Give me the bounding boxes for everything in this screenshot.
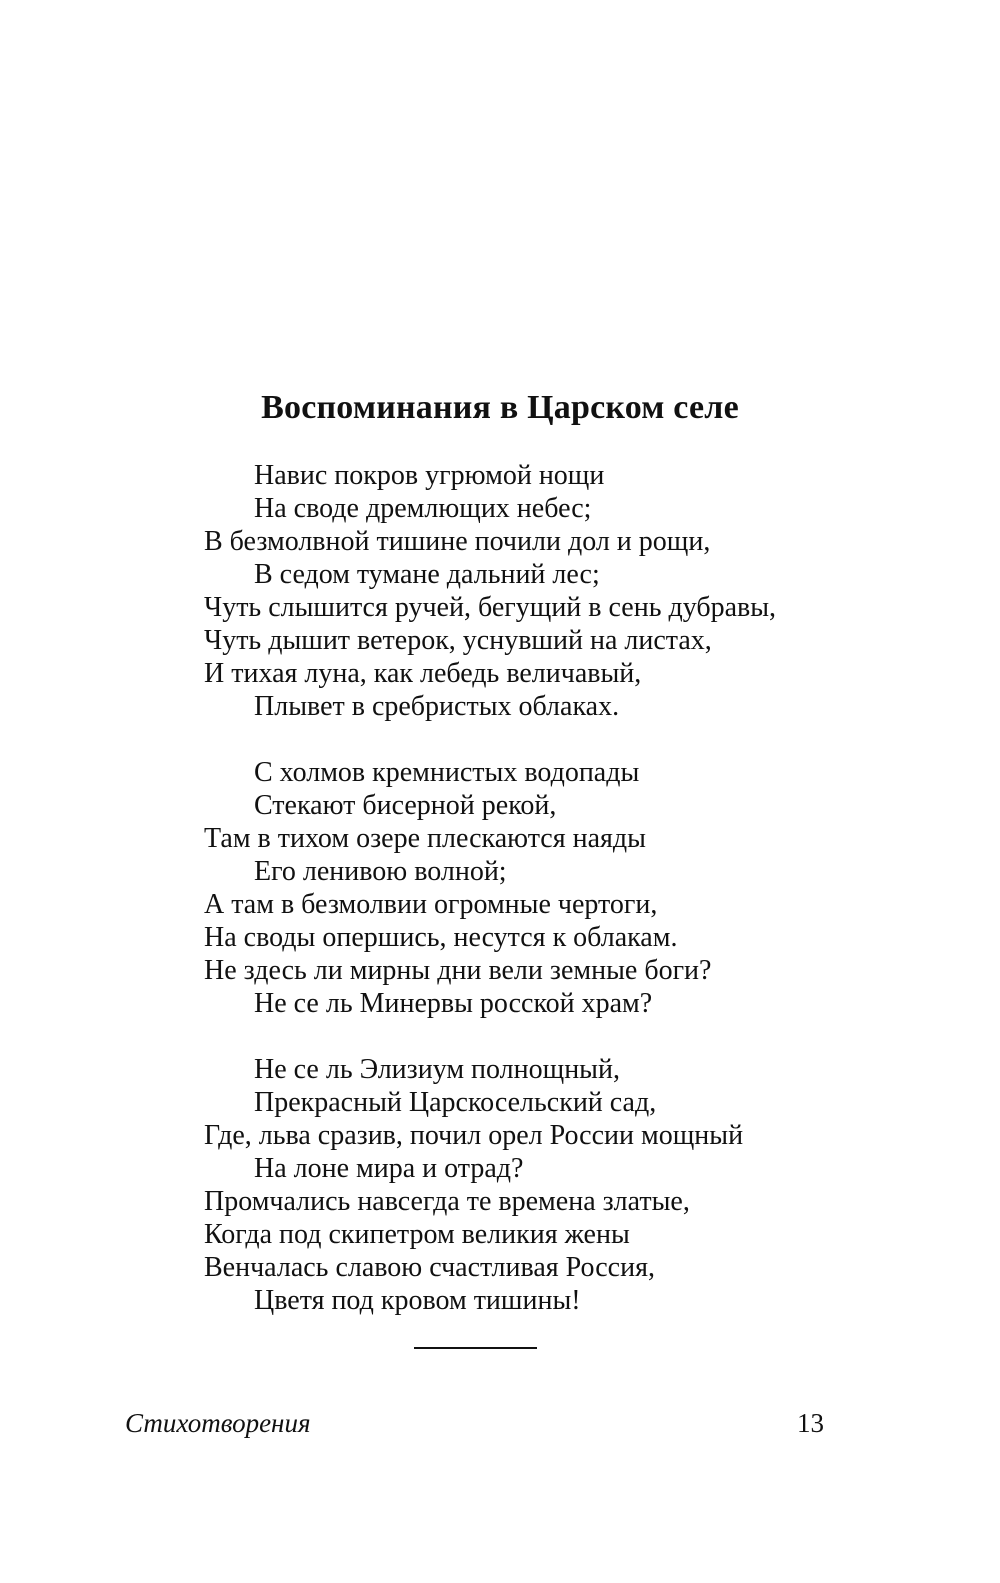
poem-body [204, 459, 884, 1350]
poem-line: И тихая луна, как лебедь величавый, [204, 658, 642, 689]
poem-line: Чуть дышит ветерок, уснувший на листах, [204, 625, 712, 656]
poem-line: Чуть слышится ручей, бегущий в сень дубравы, [204, 592, 777, 623]
poem-line: В безмолвной тишине почили дол и рощи, [204, 526, 711, 557]
poem-line: Венчалась славою счастливая Россия, [204, 1252, 655, 1283]
running-footer-section: Стихотворения [125, 1408, 311, 1438]
poem-line: На своды опершись, несутся к облакам. [204, 922, 678, 953]
poem-line: Не се ль Минервы росской храм? [254, 988, 653, 1019]
poem-line: Навис покров угрюмой нощи [254, 460, 605, 491]
poem-line: Где, льва сразив, почил орел России мощный [204, 1120, 744, 1151]
poem-line: Стекают бисерной рекой, [254, 790, 557, 821]
poem-line: Не здесь ли мирны дни вели земные боги? [204, 955, 712, 986]
poem-title: Воспоминания в Царском селе [261, 389, 739, 426]
poem-line: Не се ль Элизиум полнощный, [254, 1054, 620, 1085]
poem-line: Прекрасный Царскосельский сад, [254, 1087, 657, 1118]
stanza-2 [204, 756, 884, 1020]
poem-line: На своде дремлющих небес; [254, 493, 592, 524]
poem-line: Плывет в сребристых облаках. [254, 691, 620, 722]
poem-end-rule [414, 1347, 537, 1349]
page-number: 13 [797, 1408, 824, 1438]
stanza-1 [204, 459, 884, 723]
poem-line: В седом тумане дальний лес; [254, 559, 600, 590]
poem-line: Его ленивою волной; [254, 856, 507, 887]
poem-line: Промчались навсегда те времена златые, [204, 1186, 690, 1217]
stanza-3 [204, 1053, 884, 1317]
poem-line: А там в безмолвии огромные чертоги, [204, 889, 658, 920]
poem-line: На лоне мира и отрад? [254, 1153, 524, 1184]
poem-line: С холмов кремнистых водопады [254, 757, 640, 788]
poem-line: Цветя под кровом тишины! [254, 1285, 581, 1316]
poem-line: Когда под скипетром великия жены [204, 1219, 630, 1250]
poem-line: Там в тихом озере плескаются наяды [204, 823, 646, 854]
